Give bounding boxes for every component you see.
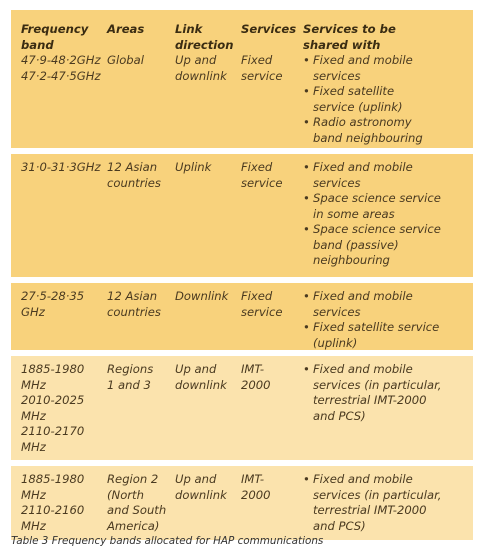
list-item: • Fixed and mobile services — [303, 160, 463, 191]
header-services-shared: Services to be shared with — [303, 22, 396, 52]
frequency-cell: 27·5-28·35 GHz — [21, 289, 85, 319]
frequency-cell: 47·9-48·2GHz 47·2-47·5GHz — [21, 53, 101, 83]
services-cell: IMT- 2000 — [241, 362, 271, 392]
link-direction-cell: Up and downlink — [175, 53, 227, 83]
link-direction-cell: Up and downlink — [175, 472, 227, 502]
link-direction-cell: Up and downlink — [175, 362, 227, 392]
list-item: • Fixed and mobile services — [303, 53, 463, 84]
list-item: • Space science service band (passive) neighbouring — [303, 222, 463, 269]
areas-cell: Global — [107, 53, 144, 67]
areas-cell: 12 Asian countries — [107, 289, 161, 319]
list-item: • Fixed satellite service (uplink) — [303, 320, 463, 351]
shared-services-cell — [303, 53, 463, 146]
table-row — [11, 283, 473, 350]
table-row — [11, 154, 473, 277]
shared-services-list — [303, 53, 463, 146]
areas-cell: 12 Asian countries — [107, 160, 161, 190]
header-areas: Areas — [107, 22, 145, 36]
areas-cell: Regions 1 and 3 — [107, 362, 154, 392]
services-cell: Fixed service — [241, 53, 283, 83]
shared-services-cell — [303, 362, 463, 424]
shared-services-list — [303, 472, 463, 534]
header-services: Services — [241, 22, 297, 36]
areas-cell: Region 2 (North and South America) — [107, 472, 167, 533]
frequency-bands-table — [11, 10, 473, 533]
table-block-header-row-1 — [11, 10, 473, 148]
link-direction-cell: Uplink — [175, 160, 212, 174]
list-item: • Fixed and mobile services (in particular, terrestrial IMT-2000 and PCS) — [303, 472, 463, 534]
frequency-cell: 1885-1980 MHz 2110-2160 MHz — [21, 472, 85, 533]
link-direction-cell: Downlink — [175, 289, 229, 303]
header-link-direction: Link direction — [175, 22, 234, 52]
shared-services-list — [303, 160, 463, 269]
shared-services-cell — [303, 289, 463, 351]
list-item: • Fixed and mobile services — [303, 289, 463, 320]
header-frequency-band: Frequency band — [21, 22, 89, 52]
list-item: • Fixed satellite service (uplink) — [303, 84, 463, 115]
services-cell: IMT- 2000 — [241, 472, 271, 502]
table-row — [11, 356, 473, 460]
shared-services-cell — [303, 160, 463, 269]
services-cell: Fixed service — [241, 160, 283, 190]
frequency-cell: 31·0-31·3GHz — [21, 160, 101, 174]
services-cell: Fixed service — [241, 289, 283, 319]
shared-services-list — [303, 362, 463, 424]
list-item: • Radio astronomy band neighbouring — [303, 115, 463, 146]
table-row — [11, 466, 473, 540]
list-item: • Space science service in some areas — [303, 191, 463, 222]
shared-services-list — [303, 289, 463, 351]
shared-services-cell — [303, 472, 463, 534]
table-caption: Table 3 Frequency bands allocated for HAP communications — [11, 535, 324, 547]
list-item: • Fixed and mobile services (in particular, terrestrial IMT-2000 and PCS) — [303, 362, 463, 424]
frequency-cell: 1885-1980 MHz 2010-2025 MHz 2110-2170 MHz — [21, 362, 85, 454]
